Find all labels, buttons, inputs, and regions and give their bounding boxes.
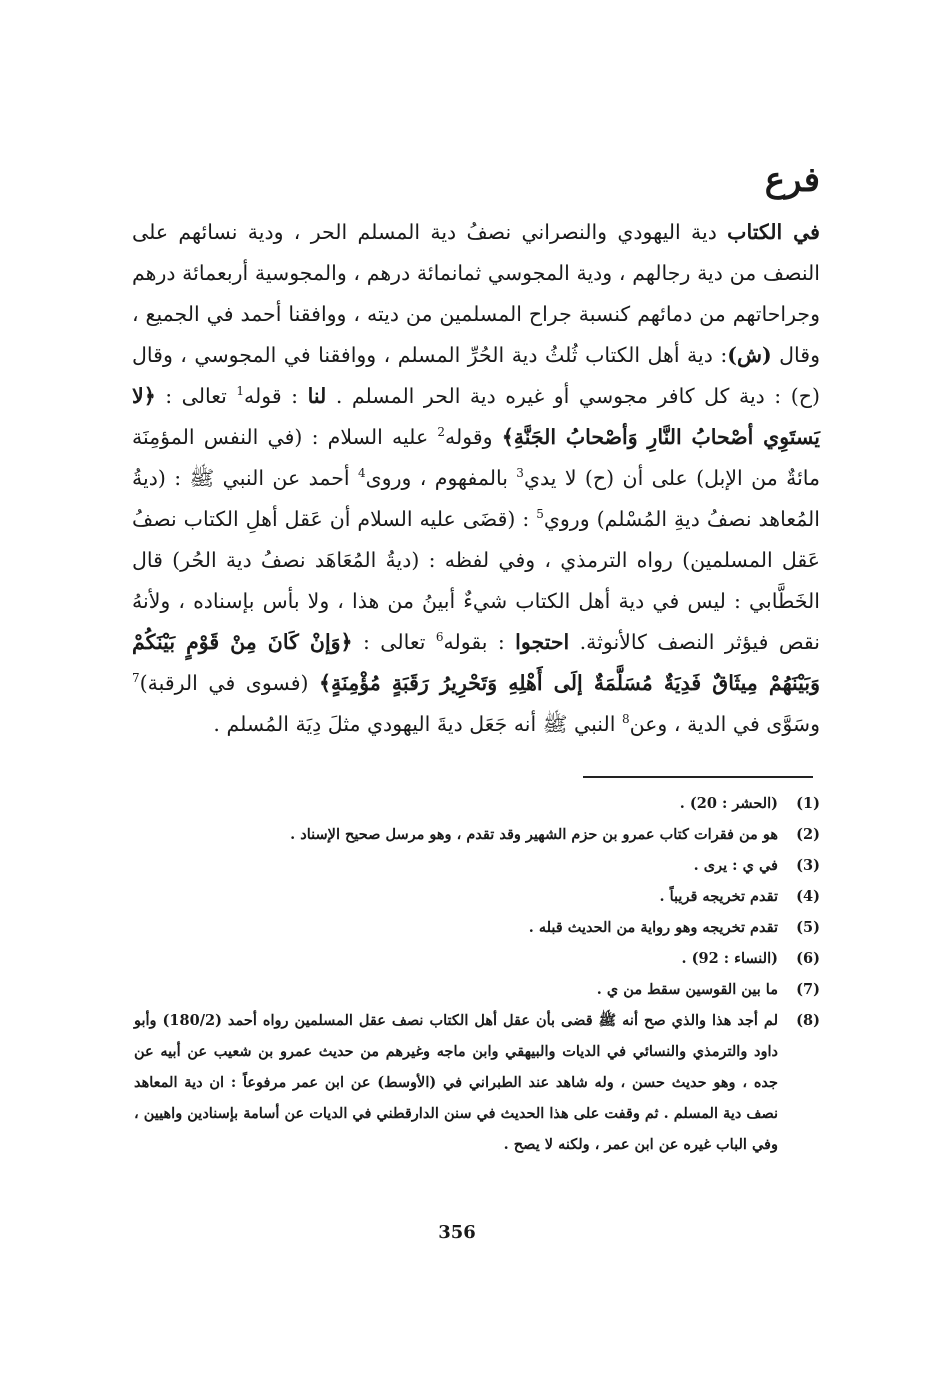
text-segment: وسَوَّى في الدية ، وعن xyxy=(629,712,820,736)
text-segment: النبي ﷺ أنه جَعَل ديةَ اليهودي مثلَ دِيَة المُسلم . xyxy=(213,712,622,736)
text-segment: عليه السلام : (في النفس المؤمِنَة مائةٌ من الإبل) على أن (ح) لا يدي xyxy=(132,425,821,490)
footnote xyxy=(130,1005,820,1160)
footnote-ref: 1 xyxy=(236,384,245,399)
footnote xyxy=(130,881,820,912)
footnote-ref: 5 xyxy=(536,507,544,522)
footnote-ref: 7 xyxy=(132,671,140,686)
text-segment: (فسوى في الرقبة) xyxy=(139,671,320,695)
footnote-text: هو من فقرات كتاب عمرو بن حزم الشهير وقد تقدم ، وهو مرسل صحيح الإسناد . xyxy=(290,826,778,843)
footnote-text: (النساء : 92) . xyxy=(681,950,778,967)
footnote-text: تقدم تخريجه قريباً . xyxy=(659,888,778,905)
footnote-number: (8) xyxy=(796,1012,820,1029)
quran-verse: ﴿وَإنْ كَانَ مِنْ قَوْمٍ بَيْنَكُمْ وَبَيْنَهُمْ مِيثَاقٌ فَدِيَةٌ مُسَلَّمَةٌ إلَى أَهْلِهِ وَتَحْرِيرُ رَقَبَةٍ مُؤْمِنَةٍ﴾ xyxy=(132,630,820,695)
footnote-ref: 4 xyxy=(358,466,366,481)
footnote xyxy=(130,974,820,1005)
section-heading: فرع xyxy=(764,160,820,200)
text-segment: : دية أهل الكتاب ثُلثُ دية الحُرِّ المسلم ، ووافقنا في المجوسي ، وقال (ح) : دية كل كافر مجوسي أو غيره دية الحر المسلم . xyxy=(132,343,820,408)
keyword-in-the-book: في الكتاب xyxy=(727,220,820,244)
footnote xyxy=(130,912,820,943)
footnote-number: (3) xyxy=(796,857,820,874)
text-segment: : بقوله xyxy=(443,630,516,654)
footnote-ref: 8 xyxy=(621,712,630,727)
text-segment: : (قضَى عليه السلام أن عَقل أهلِ الكتاب نصفُ عَقل المسلمين) رواه الترمذي ، وفي لفظه : (ديةُ المُعَاهَد نصفُ دية الحُر) قال الخَطَّابي : ليس في دية أهل الكتاب شيءٌ أبينُ من هذا ، ولا بأس بإسناده ، ولأنهُ نقص فيؤثر النصف كالأنوثة. xyxy=(132,507,821,654)
text-segment: وقوله xyxy=(445,425,502,449)
text-segment: دية اليهودي والنصراني نصفُ دية المسلم الحر ، ودية نسائهم على النصف من دية رجالهم ، ودية المجوسي ثمانمائة درهم ، والمجوسية أربعمائة درهم وجراحاتهم من دمائهم كنسبة جراح المسلمين من ديته ، ووافقنا أحمد في الجميع ، وقال xyxy=(132,220,820,367)
page-number: 356 xyxy=(438,1222,476,1243)
footnote-text: (الحشر : 20) . xyxy=(679,795,778,812)
footnote-number: (2) xyxy=(796,826,820,843)
footnote xyxy=(130,819,820,850)
text-segment: : قوله xyxy=(244,384,308,408)
footnote-text: ما بين القوسين سقط من ي . xyxy=(596,981,778,998)
keyword-ihtajju: احتجوا xyxy=(515,630,570,654)
footnote xyxy=(130,943,820,974)
footnote xyxy=(130,788,820,819)
footnote-text: تقدم تخريجه وهو رواية من الحديث قبله . xyxy=(528,919,778,936)
footnote xyxy=(130,850,820,881)
footnote-text: في ي : يرى . xyxy=(693,857,778,874)
text-segment: أحمد عن النبي ﷺ : (ديةُ المُعاهد نصفُ ديةِ المُسْلم) وروي xyxy=(132,466,821,531)
footnote-number: (5) xyxy=(796,919,820,936)
footnote-ref: 3 xyxy=(516,466,524,481)
main-paragraph xyxy=(132,212,820,745)
keyword-shafii: (ش) xyxy=(727,343,772,367)
footnote-number: (7) xyxy=(796,981,820,998)
text-segment: بالمفهوم ، وروى xyxy=(365,466,517,490)
text-segment: تعالى : xyxy=(352,630,436,654)
footnote-text: لم أجد هذا والذي صح أنه ﷺ قضى بأن عقل أهل الكتاب نصف عقل المسلمين رواه أحمد (180/2) وأبو داود والترمذي والنسائي في الديات والبيهقي وابن ماجه وغيرهم من حديث عمرو بن شعيب عن أبيه عن جده ، وهو حديث حسن ، وله شاهد عند الطبراني في (الأوسط) عن ابن عمر مرفوعاً : ان دية المعاهد نصف دية المسلم . ثم وقفت على هذا الحديث في سنن الدارقطني في الديات عن أسامة بإسنادين واهيين ، وفي الباب غيره عن ابن عمر ، ولكنه لا يصح . xyxy=(134,1012,778,1153)
text-segment: تعالى : xyxy=(155,384,237,408)
footnote-number: (6) xyxy=(796,950,820,967)
quran-verse: ﴿لا يَستَوِي أصْحابُ النَّارِ وَأصْحابُ الجَنَّةِ﴾ xyxy=(132,384,820,449)
footnote-number: (4) xyxy=(796,888,820,905)
footnotes xyxy=(130,788,820,1160)
footnote-divider xyxy=(583,776,813,778)
footnote-ref: 2 xyxy=(437,425,445,440)
footnote-number: (1) xyxy=(796,795,820,812)
footnote-ref: 6 xyxy=(435,630,444,645)
keyword-lana: لنا xyxy=(307,384,327,408)
